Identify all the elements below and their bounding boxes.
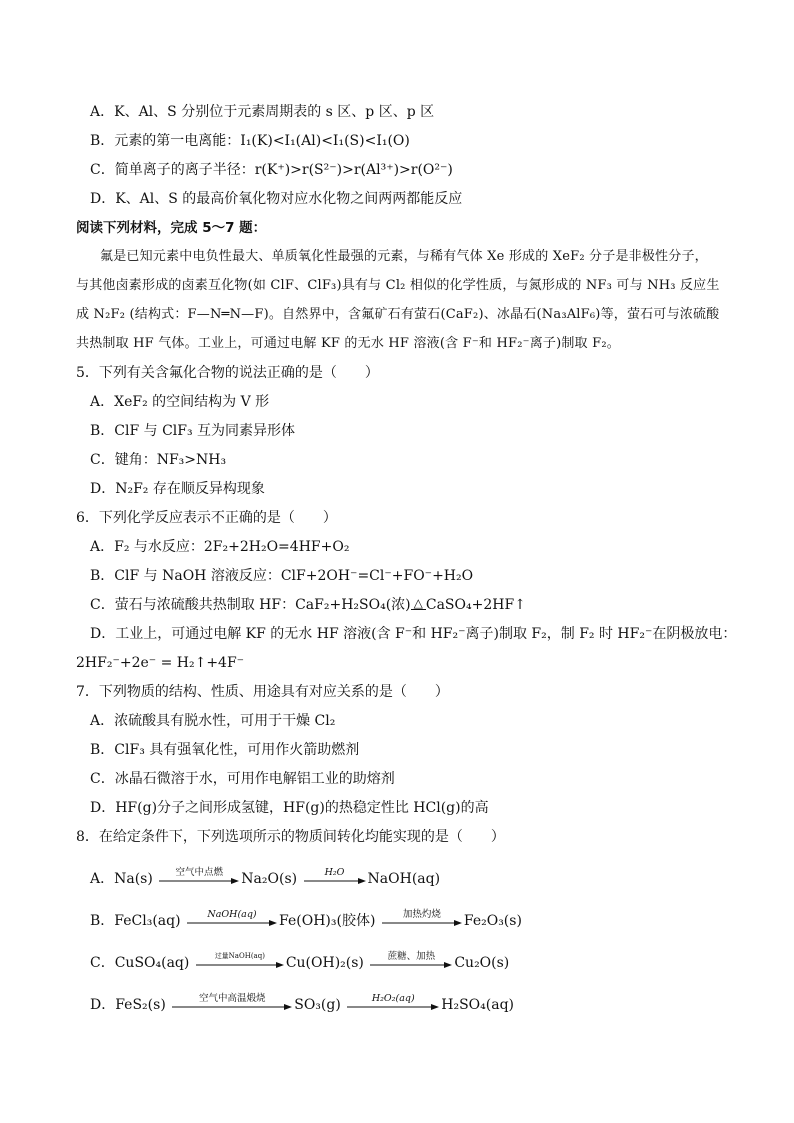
- q7-option-d: D．HF(g)分子之间形成氢键，HF(g)的热稳定性比 HCl(g)的高: [90, 800, 489, 816]
- substance: FeS₂(s): [115, 997, 166, 1013]
- reaction-arrow: [304, 869, 366, 889]
- q5-option-a: A．XeF₂ 的空间结构为 V 形: [90, 394, 270, 410]
- option-label: D．: [90, 997, 116, 1013]
- reaction-arrow: [370, 953, 452, 973]
- q7-option-b: B．ClF₃ 具有强氧化性，可用作火箭助燃剂: [90, 742, 360, 758]
- heating-condition: △: [411, 597, 426, 610]
- q6-option-c: [90, 595, 526, 615]
- q5-stem: 5．下列有关含氟化合物的说法正确的是（ ）: [76, 365, 379, 381]
- substance: Cu₂O(s): [454, 955, 510, 971]
- q5-option-b: B．ClF 与 ClF₃ 互为同素异形体: [90, 423, 296, 439]
- q4-option-c: C．简单离子的离子半径：r(K⁺)>r(S²⁻)>r(Al³⁺)>r(O²⁻): [90, 162, 453, 178]
- q8-option-d: [90, 995, 514, 1015]
- q7-option-a: A．浓硫酸具有脱水性，可用于干燥 Cl₂: [90, 713, 336, 729]
- substance: NaOH(aq): [367, 871, 441, 887]
- substance: FeCl₃(aq): [114, 913, 181, 929]
- q4-option-b: B．元素的第一电离能：I₁(K)<I₁(Al)<I₁(S)<I₁(O): [90, 133, 410, 149]
- q6-option-c-right: CaSO₄+2HF↑: [425, 597, 526, 613]
- substance: CuSO₄(aq): [114, 955, 190, 971]
- reaction-arrow: [187, 911, 277, 931]
- q4-option-a: A．K、Al、S 分别位于元素周期表的 s 区、p 区、p 区: [90, 104, 435, 120]
- substance: Fe(OH)₃(胶体): [279, 913, 376, 929]
- reading-line-4: 共热制取 HF 气体。工业上，可通过电解 KF 的无水 HF 溶液(含 F⁻和 HF₂⁻离子)制取 F₂。: [76, 336, 620, 351]
- reading-header: 阅读下列材料，完成 5～7 题：: [76, 220, 267, 236]
- q7-stem: 7．下列物质的结构、性质、用途具有对应关系的是（ ）: [76, 684, 449, 700]
- reaction-arrow: [159, 869, 239, 889]
- q7-option-c: C．冰晶石微溶于水，可用作电解铝工业的助熔剂: [90, 771, 395, 787]
- reading-line-3: 成 N₂F₂ (结构式：F—N═N—F)。自然界中，含氟矿石有萤石(CaF₂)、冰晶石(Na₃AlF₆)等，萤石可与浓硫酸: [76, 307, 720, 322]
- q8-option-b: [90, 911, 522, 931]
- q8-option-c: [90, 953, 509, 973]
- q6-option-c-left: C．萤石与浓硫酸共热制取 HF：CaF₂+H₂SO₄(浓): [90, 597, 411, 613]
- substance: H₂SO₄(aq): [441, 997, 514, 1013]
- substance: Na(s): [114, 871, 153, 887]
- q5-option-c: C．键角：NF₃>NH₃: [90, 452, 227, 468]
- arrow-condition: 空气中高温煅烧: [198, 993, 266, 1004]
- q8-stem: 8．在给定条件下，下列选项所示的物质间转化均能实现的是（ ）: [76, 829, 505, 845]
- reaction-arrow: [196, 953, 284, 973]
- arrow-condition: H₂O₂(aq): [371, 993, 415, 1004]
- substance: SO₃(g): [294, 997, 341, 1013]
- arrow-condition: NaOH(aq): [207, 909, 257, 920]
- reading-line-2: 与其他卤素形成的卤素互化物(如 ClF、ClF₃)具有与 Cl₂ 相似的化学性质，与氮形成的 NF₃ 可与 NH₃ 反应生: [76, 278, 720, 293]
- reaction-arrow: [172, 995, 292, 1015]
- substance: Fe₂O₃(s): [463, 913, 522, 929]
- arrow-condition: 加热灼烧: [402, 909, 441, 920]
- arrow-condition: 过量NaOH(aq): [214, 952, 265, 960]
- q5-option-d: D．N₂F₂ 存在顺反异构现象: [90, 481, 265, 497]
- q6-option-b: B．ClF 与 NaOH 溶液反应：ClF+2OH⁻=Cl⁻+FO⁻+H₂O: [90, 568, 474, 584]
- substance: Na₂O(s): [241, 871, 298, 887]
- reaction-arrow: [382, 911, 462, 931]
- arrow-condition: 空气中点燃: [175, 867, 224, 878]
- option-label: A．: [90, 871, 115, 887]
- arrow-condition: 蔗糖、加热: [387, 951, 436, 962]
- option-label: B．: [90, 913, 115, 929]
- q6-stem: 6．下列化学反应表示不正确的是（ ）: [76, 510, 337, 526]
- arrow-condition: H₂O: [324, 867, 345, 878]
- reaction-arrow: [347, 995, 439, 1015]
- q4-option-d: D．K、Al、S 的最高价氧化物对应水化物之间两两都能反应: [90, 191, 463, 207]
- reading-line-1: 氟是已知元素中电负性最大、单质氧化性最强的元素，与稀有气体 Xe 形成的 XeF₂ 分子是非极性分子，: [100, 249, 708, 264]
- q6-option-d: D．工业上，可通过电解 KF 的无水 HF 溶液(含 F⁻和 HF₂⁻离子)制取 F₂，制 F₂ 时 HF₂⁻在阴极放电：: [90, 626, 737, 642]
- q6-option-a: A．F₂ 与水反应：2F₂+2H₂O=4HF+O₂: [90, 539, 350, 555]
- q6-option-d-equation: 2HF₂⁻+2e⁻ = H₂↑+4F⁻: [76, 655, 245, 671]
- substance: Cu(OH)₂(s): [285, 955, 364, 971]
- option-label: C．: [90, 955, 115, 971]
- q8-option-a: [90, 869, 440, 889]
